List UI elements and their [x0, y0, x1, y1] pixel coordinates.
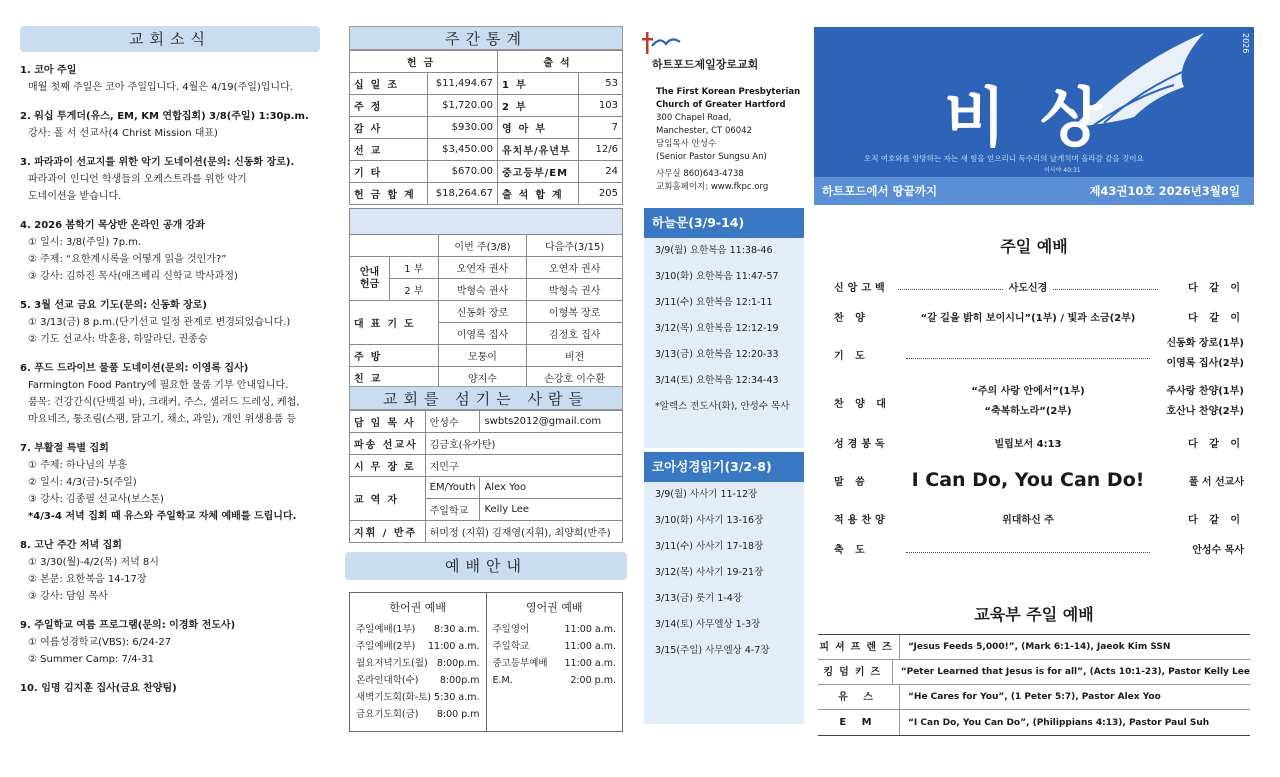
- title-banner: [814, 27, 1254, 177]
- bulletin-year: 2026: [1241, 33, 1250, 54]
- order-leader: 다 같 이: [1188, 514, 1244, 526]
- education-dept: 킹덤키즈: [818, 660, 893, 684]
- news-item: [20, 62, 326, 96]
- worship-name: E.M.: [492, 675, 513, 686]
- theme-verse: 오직 여호와를 앙망하는 자는 새 힘을 얻으리니 독수리의 날개치며 올라감 같을 것이요: [864, 154, 1144, 163]
- education-dept: 피셔프렌즈: [818, 635, 900, 659]
- korea-reading-item: 3/11(수) 사사기 17-18장: [655, 541, 764, 552]
- attendance-label: 출석합계: [498, 183, 579, 205]
- order-leader: 안성수 목사: [1192, 544, 1244, 556]
- stats-column: [345, 0, 627, 777]
- kitchen-next: 비전: [527, 345, 623, 367]
- offering-label: 선교: [350, 139, 428, 161]
- news-item-line: Farmington Food Pantry에 필요한 물품 기부 안내입니다.: [28, 380, 289, 391]
- news-item-title: 3. 파라과이 선교지를 위한 악기 도네이션(문의: 신동화 장로).: [20, 157, 295, 168]
- order-row: [834, 534, 1244, 562]
- order-label: 기 도: [834, 350, 869, 362]
- order-label: 찬 양: [834, 312, 869, 324]
- news-item: [20, 154, 326, 205]
- bulletin-title: 비 상: [944, 82, 1108, 156]
- order-row: [834, 458, 1244, 502]
- worship-name: 주일예배(1부): [356, 624, 416, 635]
- church-name-korean: 하트포드제일장로교회: [652, 58, 759, 71]
- news-item-line: ② 기도 선교사: 박훈용, 하알라딘, 권종승: [28, 334, 208, 345]
- daily-reading-item: 3/11(수) 요한복음 12:1-11: [655, 297, 773, 308]
- education-header: 교육부 주일 예배: [974, 605, 1094, 624]
- theme-verse-ref: 이사야 40:31: [1044, 167, 1081, 174]
- attendance-label: 2부: [498, 95, 579, 117]
- fellowship-this: 양지수: [438, 367, 527, 389]
- kitchen-this: 모퉁이: [438, 345, 527, 367]
- education-sermon: “I Can Do, You Can Do”, (Philippians 4:13), Pastor Paul Suh: [908, 717, 1210, 728]
- usher-next: 오연자 권사: [527, 257, 623, 279]
- daily-reading-list: [644, 238, 804, 420]
- worship-name: 중고등부예배: [492, 658, 548, 669]
- news-item-line: 마요네즈, 통조림(스팸, 닭고기, 채소, 과일), 개인 위생용품 등: [28, 414, 297, 425]
- education-dept: 유 스: [818, 685, 900, 709]
- church-name-english: Church of Greater Hartford: [656, 100, 786, 110]
- worship-time: 11:00 a.m.: [564, 658, 616, 669]
- elder-label: 시무장로: [350, 455, 426, 477]
- news-item-line: ① 3/30(월)-4/2(목) 저녁 8시: [28, 557, 159, 568]
- duty-table: [349, 208, 623, 389]
- offering-label: 십일조: [350, 73, 428, 95]
- news-item: [20, 440, 326, 525]
- education-row: [818, 635, 1250, 660]
- next-week-head: 다음주(3/15): [527, 235, 623, 257]
- education-row: [818, 685, 1250, 710]
- attendance-label: 1부: [498, 73, 579, 95]
- usher-label: 안내 헌금: [350, 257, 390, 301]
- offering-label: 감사: [350, 117, 428, 139]
- stats-row: [350, 73, 623, 95]
- stats-row: [350, 95, 623, 117]
- service-order: [834, 272, 1244, 564]
- worship-time: 11:00 a.m.: [564, 641, 616, 652]
- education-sermon: “Jesus Feeds 5,000!”, (Mark 6:1-14), Jaeok Kim SSN: [908, 642, 1171, 652]
- news-item-line: ③ 강사: 김하진 목사(애즈베리 신학교 박사과정): [28, 271, 238, 282]
- korea-reading-item: 3/9(월) 사사기 11-12장: [655, 489, 758, 500]
- worship-row: [356, 655, 480, 672]
- church-website[interactable]: 교회홈페이지: www.fkpc.org: [656, 182, 769, 192]
- stats-row: [350, 183, 623, 205]
- servers-table: [349, 410, 623, 543]
- offering-head: 헌금: [350, 51, 498, 73]
- edu-staff: Kelly Lee: [480, 499, 623, 521]
- news-item: [20, 680, 326, 697]
- church-address: Manchester, CT 06042: [656, 126, 752, 136]
- korea-reading-item: 3/14(토) 사무엘상 1-3장: [655, 619, 761, 630]
- order-label: 찬 양 대: [834, 398, 890, 410]
- office-phone: 사무실 860)643-4738: [656, 169, 744, 179]
- order-content: 사도신경: [1008, 282, 1048, 294]
- weekly-stats-table: [349, 50, 623, 205]
- pastor-name: 안성수: [425, 411, 480, 433]
- worship-name: 온라인대학(수): [356, 675, 419, 686]
- sermon-title: I Can Do, You Can Do!: [911, 469, 1145, 491]
- attendance-count: 12/6: [579, 139, 623, 161]
- order-label: 성경봉독: [834, 438, 889, 450]
- church-name-english: The First Korean Presbyterian: [656, 87, 801, 97]
- news-item: [20, 217, 326, 285]
- daily-reading-item: 3/10(화) 요한복음 11:47-57: [655, 271, 779, 282]
- english-worship: [487, 593, 623, 731]
- worship-name: 월요저녁기도(월): [356, 658, 428, 669]
- worship-row: [493, 672, 617, 689]
- choir-label: 지휘 / 반주: [350, 521, 426, 543]
- offering-label: 헌금합계: [350, 183, 428, 205]
- weekly-stats-header: 주간통계: [349, 26, 623, 50]
- prayer-next: 이형복 장로: [527, 301, 623, 323]
- worship-row: [493, 621, 617, 638]
- order-leader: 신동화 장로(1부): [1166, 338, 1244, 349]
- education-table: [818, 634, 1250, 736]
- attendance-label: 중고등부/EM: [498, 161, 579, 183]
- missionary-label: 파송 선교사: [350, 433, 426, 455]
- order-label: 신앙고백: [834, 282, 889, 294]
- order-leader: 호산나 찬양(2부): [1166, 406, 1244, 417]
- offering-label: 주정: [350, 95, 428, 117]
- korea-reading-item: 3/12(목) 사사기 19-21장: [655, 567, 764, 578]
- worship-name: 주일예배(2부): [356, 641, 416, 652]
- attendance-label: 유치부/유년부: [498, 139, 579, 161]
- attendance-count: 103: [579, 95, 623, 117]
- edu-staff-label: 교역자: [350, 477, 426, 521]
- worship-name: 주일학교: [492, 641, 530, 652]
- korea-reading-header: 코아성경읽기(3/2-8): [644, 452, 804, 482]
- news-item-title: 7. 부활절 특별 집회: [20, 443, 109, 454]
- order-leader: 이영록 집사(2부): [1166, 358, 1244, 369]
- prayer-label: 대표기도: [350, 301, 439, 345]
- order-leader: 다 같 이: [1188, 438, 1244, 450]
- korea-reading-box: [644, 452, 804, 724]
- senior-pastor-en: (Senior Pastor Sungsu An): [656, 152, 767, 162]
- news-header: 교회소식: [20, 26, 320, 52]
- usher-this: 박형숙 권사: [438, 279, 527, 301]
- news-item-line: ② 본문: 요한복음 14-17장: [28, 574, 147, 585]
- worship-schedule: [349, 592, 623, 732]
- order-leader: 폴 서 선교사: [1188, 476, 1244, 488]
- pastor-label: 담임목사: [350, 411, 426, 433]
- worship-name: 주일영어: [492, 624, 530, 635]
- daily-reading-header: 하늘문(3/9-14): [644, 208, 804, 238]
- news-item-line: 매월 첫째 주일은 코아 주일입니다. 4월은 4/19(주일)입니다.: [28, 82, 293, 93]
- church-logo-icon: [640, 30, 686, 56]
- news-item: [20, 617, 326, 668]
- news-item-line: 파라과이 인디언 학생들의 오케스트라를 위한 악기: [28, 174, 247, 185]
- news-item-line: 강사: 폴 서 선교사(4 Christ Mission 대표): [28, 128, 218, 139]
- worship-time: 8:30 a.m.: [434, 624, 480, 635]
- daily-reading-item: *알렉스 전도사(화), 안성수 목사: [655, 401, 790, 412]
- this-week-head: 이번 주(3/8): [438, 235, 527, 257]
- worship-time: 8:00p.m.: [436, 658, 480, 669]
- issue-bar: [814, 177, 1254, 205]
- worship-time: 8:00p.m: [439, 675, 480, 686]
- prayer-this: 이영록 집사: [438, 323, 527, 345]
- news-item-title: 6. 푸드 드라이브 물품 도네이션(문의: 이영록 집사): [20, 363, 249, 374]
- news-item-line: ① 주제: 하나님의 부흥: [28, 460, 128, 471]
- worship-row: [356, 706, 480, 723]
- order-leader: 다 같 이: [1188, 312, 1244, 324]
- elder-name: 지민구: [425, 455, 622, 477]
- news-item-line: ③ 강사: 김종필 선교사(보스톤): [28, 494, 164, 505]
- korean-worship: [350, 593, 487, 731]
- news-item-line: 품목: 건강간식(단백질 바), 크래커, 주스, 샐러드 드레싱, 케첩,: [28, 397, 300, 408]
- worship-row: [356, 638, 480, 655]
- kitchen-label: 주방: [350, 345, 439, 367]
- news-item-line: ② Summer Camp: 7/4-31: [28, 654, 154, 665]
- worship-time: 2:00 p.m.: [570, 675, 616, 686]
- news-item-line: 도네이션을 받습니다.: [28, 191, 122, 202]
- order-content: 위대하신 주: [1002, 514, 1054, 526]
- news-item-title: 2. 워십 투게더(유스, EM, KM 연합집회) 3/8(주일) 1:30p.m.: [20, 111, 309, 122]
- edu-dept: 주일학교: [425, 499, 480, 521]
- worship-time: 8:00 p.m: [436, 709, 480, 720]
- worship-row: [356, 689, 480, 706]
- usher-this: 오연자 권사: [438, 257, 527, 279]
- worship-row: [356, 621, 480, 638]
- worship-row: [493, 655, 617, 672]
- worship-row: [493, 638, 617, 655]
- daily-reading-box: [644, 208, 804, 448]
- missionary-name: 김금호(유카탄): [425, 433, 622, 455]
- education-row: [818, 710, 1250, 735]
- order-content: “축복하노라”(2부): [984, 406, 1072, 417]
- news-list: [20, 62, 326, 709]
- offering-amount: $18,264.67: [428, 183, 498, 205]
- worship-time: 5:30 a.m.: [434, 692, 480, 703]
- edu-staff: Alex Yoo: [480, 477, 623, 499]
- edu-dept: EM/Youth: [425, 477, 480, 499]
- worship-time: 11:00 a.m.: [564, 624, 616, 635]
- stats-row: [350, 117, 623, 139]
- news-item: [20, 360, 326, 428]
- order-leader: 다 같 이: [1188, 282, 1244, 294]
- pastor-email[interactable]: swbts2012@gmail.com: [480, 411, 623, 433]
- prayer-next: 김정호 집사: [527, 323, 623, 345]
- korean-worship-head: 한어권 예배: [389, 601, 447, 614]
- church-address: 300 Chapel Road,: [656, 113, 732, 123]
- daily-reading-item: 3/12(목) 요한복음 12:12-19: [655, 323, 779, 334]
- education-dept: E M: [818, 710, 900, 735]
- daily-reading-item: 3/9(월) 요한복음 11:38-46: [655, 245, 773, 256]
- fellowship-next: 손강호 이수환: [527, 367, 623, 389]
- offering-amount: $930.00: [428, 117, 498, 139]
- news-item-title: 8. 고난 주간 저녁 집회: [20, 540, 122, 551]
- news-item-line: *4/3-4 저녁 집회 때 유스와 주일학교 자체 예배를 드립니다.: [28, 511, 297, 522]
- news-item-line: ② 주제: “요한계시록을 어떻게 읽을 것인가?”: [28, 254, 227, 265]
- usher-part: 1 부: [390, 257, 439, 279]
- order-row: [834, 302, 1244, 330]
- news-item-title: 1. 코아 주일: [20, 65, 77, 76]
- news-item: [20, 297, 326, 348]
- issue-date: 제43권10호 2026년3월8일: [1089, 184, 1240, 198]
- worship-name: 새벽기도회(화-토): [356, 692, 432, 703]
- order-content: “갈 길을 밝히 보이시니”(1부) / 빛과 소금(2부): [920, 312, 1136, 324]
- korea-reading-list: [644, 482, 804, 664]
- news-column: [0, 0, 330, 777]
- order-row: [834, 428, 1244, 456]
- education-sermon: “Peter Learned that Jesus is for all”, (Acts 10:1-23), Pastor Kelly Lee: [900, 667, 1250, 677]
- info-column: [636, 0, 812, 777]
- worship-header: 예배안내: [345, 552, 627, 580]
- order-leader: 주사랑 찬양(1부): [1166, 386, 1244, 397]
- news-item-line: ① 일시: 3/8(주일) 7p.m.: [28, 237, 142, 248]
- daily-reading-item: 3/13(금) 요한복음 12:20-33: [655, 349, 779, 360]
- choir-names: 허미정 (지휘) 김재영(지휘), 최양희(반주): [425, 521, 622, 543]
- usher-next: 박형숙 권사: [527, 279, 623, 301]
- news-item-title: 9. 주일학교 여름 프로그램(문의: 이경화 전도사): [20, 620, 236, 631]
- order-row: [834, 504, 1244, 532]
- worship-time: 11:00 a.m.: [427, 641, 480, 652]
- news-item-line: ③ 강사: 담임 목사: [28, 591, 108, 602]
- attendance-count: 7: [579, 117, 623, 139]
- offering-amount: $3,450.00: [428, 139, 498, 161]
- service-header: 주일 예배: [1000, 237, 1068, 256]
- stats-row: [350, 161, 623, 183]
- news-item-title: 5. 3월 선교 금요 기도(문의: 신동화 장로): [20, 300, 207, 311]
- prayer-this: 신동화 장로: [438, 301, 527, 323]
- education-sermon: “He Cares for You”, (1 Peter 5:7), Pastor Alex Yoo: [908, 692, 1161, 702]
- fellowship-label: 친교: [350, 367, 439, 389]
- korea-reading-item: 3/10(화) 사사기 13-16장: [655, 515, 764, 526]
- news-item-line: ② 일시: 4/3(금)-5(주일): [28, 477, 137, 488]
- english-worship-head: 영어권 예배: [525, 601, 583, 614]
- church-info: [656, 86, 812, 194]
- news-item-title: 4. 2026 봄학기 목상반 온라인 공개 강좌: [20, 220, 206, 231]
- korea-reading-item: 3/13(금) 룻기 1-4장: [655, 593, 743, 604]
- news-item-title: 10. 임명 김지훈 집사(금요 찬양팀): [20, 683, 177, 694]
- offering-amount: $1,720.00: [428, 95, 498, 117]
- usher-part: 2 부: [390, 279, 439, 301]
- news-item-line: ① 여름성경학교(VBS): 6/24-27: [28, 637, 172, 648]
- news-item-line: ① 3/13(금) 8 p.m.(단기선교 일정 관계로 변경되었습니다.): [28, 317, 291, 328]
- order-content: “주의 사랑 안에서”(1부): [971, 386, 1085, 397]
- daily-reading-item: 3/14(토) 요한복음 12:34-43: [655, 375, 779, 386]
- order-row: [834, 332, 1244, 376]
- cover-column: [814, 0, 1254, 777]
- worship-name: 금요기도회(금): [356, 709, 419, 720]
- order-content: 빌립보서 4:13: [994, 438, 1062, 450]
- education-row: [818, 660, 1250, 685]
- slogan: 하트포드에서 땅끝까지: [822, 184, 938, 198]
- worship-row: [356, 672, 480, 689]
- news-item: [20, 108, 326, 142]
- order-row: [834, 378, 1244, 426]
- senior-pastor: 담임목사 안성수: [656, 139, 717, 149]
- order-label: 말 씀: [834, 476, 869, 488]
- offering-amount: $670.00: [428, 161, 498, 183]
- korea-reading-item: 3/15(주일) 사무엘상 4-7장: [655, 645, 770, 656]
- attendance-head: 출석: [498, 51, 623, 73]
- attendance-count: 24: [579, 161, 623, 183]
- offering-label: 기타: [350, 161, 428, 183]
- order-label: 축 도: [834, 544, 869, 556]
- servers-header: 교회를 섬기는 사람들: [349, 386, 623, 410]
- attendance-label: 영아부: [498, 117, 579, 139]
- order-row: [834, 272, 1244, 300]
- news-item: [20, 537, 326, 605]
- stats-row: [350, 139, 623, 161]
- attendance-count: 53: [579, 73, 623, 95]
- order-label: 적용찬양: [834, 514, 889, 526]
- attendance-count: 205: [579, 183, 623, 205]
- offering-amount: $11,494.67: [428, 73, 498, 95]
